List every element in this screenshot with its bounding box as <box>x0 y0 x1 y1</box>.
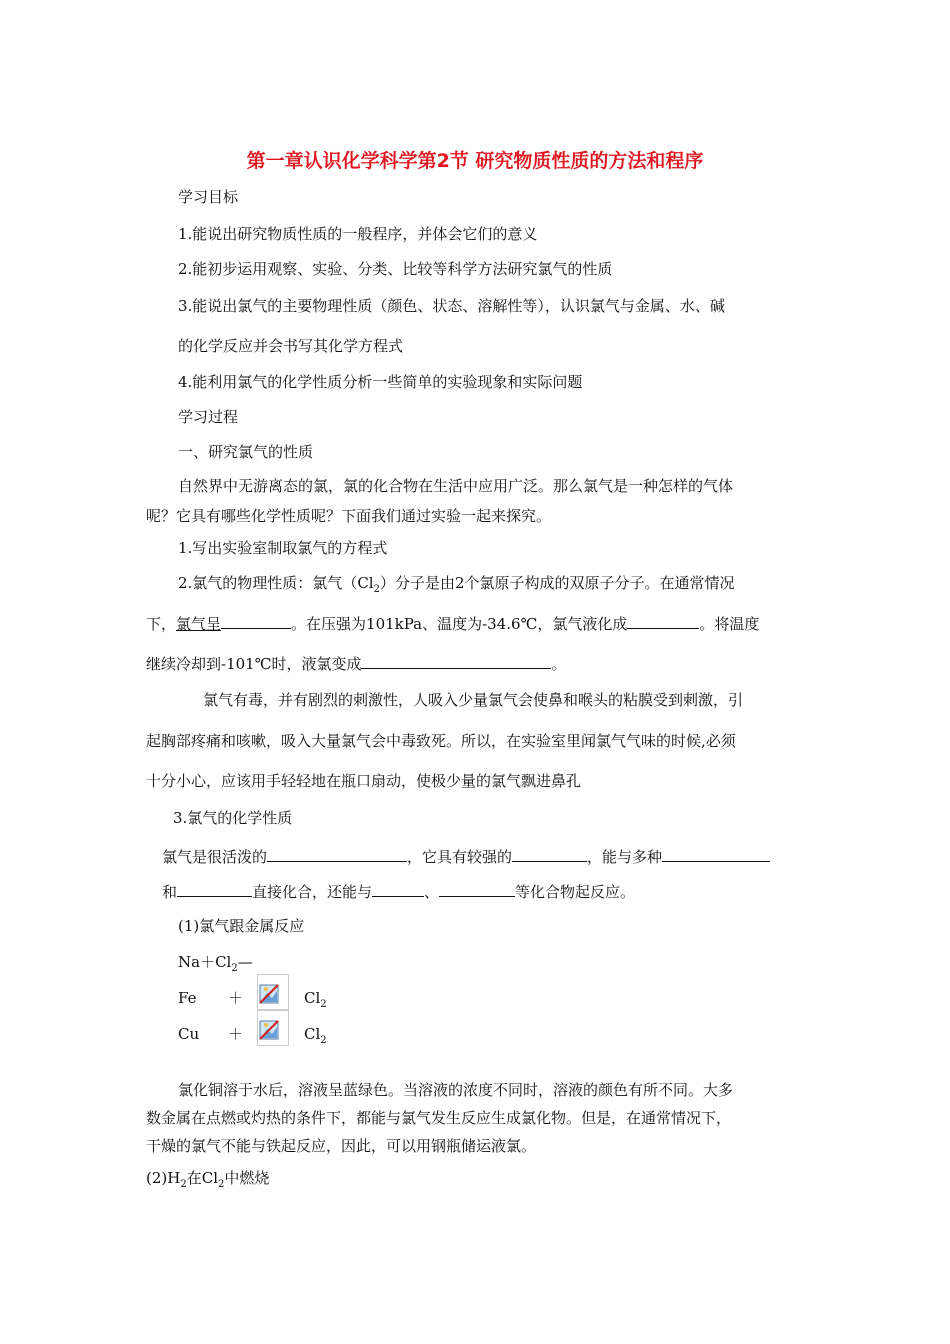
goal-1: 1.能说出研究物质性质的一般程序，并体会它们的意义 <box>178 225 538 243</box>
blank-chem-4[interactable] <box>177 880 252 897</box>
page-title: 第一章认识化学科学第2节 研究物质性质的方法和程序 <box>246 150 704 172</box>
blank-chem-6[interactable] <box>439 880 515 897</box>
intro-line-1: 自然界中无游离态的氯，氯的化合物在生活中应用广泛。那么氯气是一种怎样的气体 <box>178 477 734 495</box>
physical-line-2: 下，氯气呈 。在压强为101kPa、温度为-34.6℃，氯气液化成 。将温度 <box>146 612 759 634</box>
section-heading: 一、研究氯气的性质 <box>178 443 314 461</box>
broken-image-icon <box>257 1010 289 1046</box>
blank-chem-3[interactable] <box>662 845 770 862</box>
blank-color[interactable] <box>221 612 291 629</box>
item-1: 1.写出实验室制取氯气的方程式 <box>178 539 388 557</box>
blank-chem-2[interactable] <box>512 845 587 862</box>
goal-2: 2.能初步运用观察、实验、分类、比较等科学方法研究氯气的性质 <box>178 260 613 278</box>
copper-line-3: 干燥的氯气不能与铁起反应，因此，可以用钢瓶储运液氯。 <box>146 1137 537 1155</box>
physical-line-1: 2.氯气的物理性质：氯气$(Cl_2)$分子是由2个氯原子构成的双原子分子。在通常情况 <box>178 574 735 595</box>
toxic-line-2: 起胸部疼痛和咳嗽，吸入大量氯气会中毒致死。所以，在实验室里闻氯气气味的时候,必须 <box>146 732 736 750</box>
subsection-1: (1)氯气跟金属反应 <box>178 917 305 935</box>
broken-image-icon <box>257 974 289 1010</box>
reaction-fe-metal: Fe <box>178 989 197 1007</box>
toxic-line-1: 氯气有毒，并有剧烈的刺激性，人吸入少量氯气会使鼻和喉头的粘膜受到刺激，引 <box>203 691 744 709</box>
subsection-2: $(2)H_2$在$Cl_2$中燃烧 <box>146 1169 270 1190</box>
blank-liquefy[interactable] <box>627 612 699 629</box>
chem-line-2: 和 直接化合，还能与 、 等化合物起反应。 <box>162 880 635 902</box>
goal-4: 4.能利用氯气的化学性质分析一些简单的实验现象和实际问题 <box>178 373 583 391</box>
goals-heading: 学习目标 <box>178 188 239 206</box>
goal-3: 3.能说出氯气的主要物理性质（颜色、状态、溶解性等），认识氯气与金属、水、碱 <box>178 297 725 315</box>
reaction-fe-cl2: $Cl_2$ <box>304 989 327 1010</box>
blank-chem-5[interactable] <box>372 880 424 897</box>
process-heading: 学习过程 <box>178 408 239 426</box>
blank-chem-1[interactable] <box>267 845 407 862</box>
goal-3-cont: 的化学反应并会书写其化学方程式 <box>178 337 404 355</box>
reaction-fe-plus: ＋ <box>228 989 244 1007</box>
reaction-cu-cl2: $Cl_2$ <box>304 1025 327 1046</box>
copper-line-2: 数金属在点燃或灼热的条件下，都能与氯气发生反应生成氯化物。但是，在通常情况下， <box>146 1109 732 1127</box>
item-3: 3.氯气的化学性质 <box>173 809 293 827</box>
reaction-cu-metal: Cu <box>178 1025 200 1043</box>
reaction-cu-plus: ＋ <box>228 1025 244 1043</box>
intro-line-2: 呢？它具有哪些化学性质呢？下面我们通过实验一起来探究。 <box>146 507 552 525</box>
toxic-line-3: 十分小心，应该用手轻轻地在瓶口扇动，使极少量的氯气飘进鼻孔 <box>146 772 582 790</box>
chem-line-1: 氯气是很活泼的 ，它具有较强的 ，能与多种 <box>162 845 770 867</box>
blank-solid[interactable] <box>361 652 551 669</box>
reaction-na: $Na+Cl_2—$ <box>178 953 253 974</box>
copper-line-1: 氯化铜溶于水后，溶液呈蓝绿色。当溶液的浓度不同时，溶液的颜色有所不同。大多 <box>178 1081 734 1099</box>
physical-line-3: 继续冷却到-101℃时，液氯变成 。 <box>146 652 567 674</box>
